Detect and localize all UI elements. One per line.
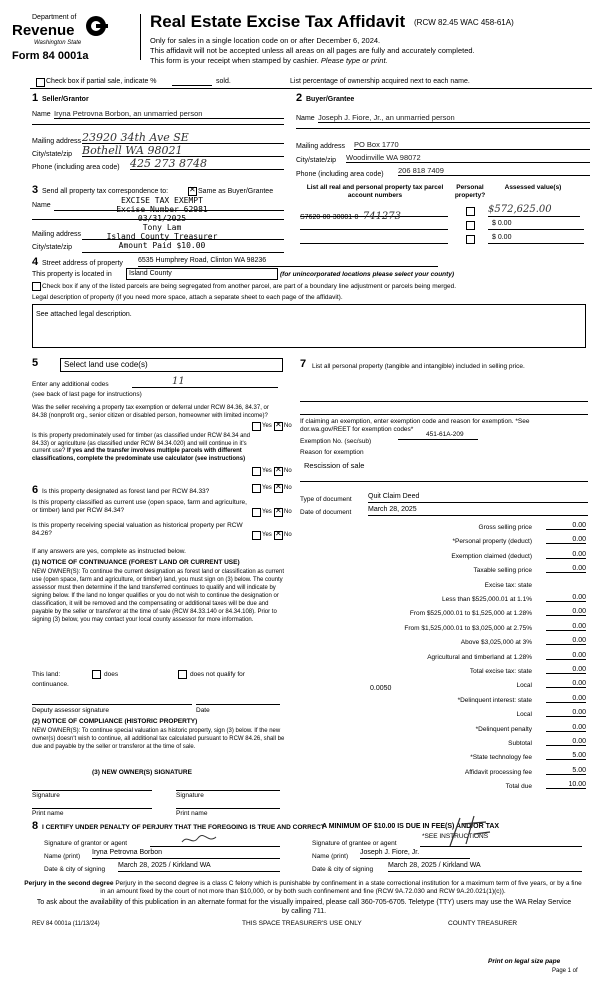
s6-q3-no-checkbox[interactable]: [274, 531, 283, 540]
parcels-col1-header: List all real and personal property tax parcel account numbers: [306, 184, 444, 199]
no-label: No: [284, 532, 292, 538]
buyer-mailing-label: Mailing address: [296, 143, 346, 150]
seller-phone-label: Phone (including area code): [32, 164, 120, 171]
notice2-title: (2) NOTICE OF COMPLIANCE (HISTORIC PROPERTY): [32, 718, 198, 725]
land-does-not-checkbox[interactable]: [178, 670, 187, 679]
seller-city-label: City/state/zip: [32, 151, 73, 158]
calc-value[interactable]: 0.00: [546, 551, 586, 559]
buyer-phone-field[interactable]: 206 818 7409: [398, 166, 590, 176]
grantor-name-label: Name (print): [44, 853, 81, 860]
yes-label: Yes: [262, 423, 272, 429]
county-select[interactable]: Island County: [126, 268, 278, 280]
s6-q1-yes-checkbox[interactable]: [252, 484, 261, 493]
parcel-row3-personal-checkbox[interactable]: [466, 235, 475, 244]
grantor-signature[interactable]: [150, 836, 280, 847]
calc-label: Taxable selling price: [473, 567, 532, 575]
calc-label: Gross selling price: [478, 524, 532, 531]
calc-value[interactable]: 5.00: [546, 767, 586, 775]
buyer-name-label: Name: [296, 115, 315, 122]
buyer-name-field[interactable]: Joseph J. Fiore, Jr., an unmarried person: [318, 113, 590, 123]
grantor-date-label: Date & city of signing: [44, 866, 106, 873]
section3-text: Send all property tax correspondence to:: [42, 188, 169, 195]
q-timber-yes-checkbox[interactable]: [252, 467, 261, 476]
exemption-text: If claiming an exemption, enter exemption code and reason for exemption. *See dor.wa.gov/REET for exemption codes*: [300, 418, 530, 433]
calc-label: Agricultural and timberland at 1.28%: [427, 653, 532, 661]
signature-label: Signature: [32, 792, 60, 799]
section6-number: 6: [32, 484, 39, 496]
doc-type-field[interactable]: Quit Claim Deed: [368, 493, 588, 503]
calc-value[interactable]: 0.00: [546, 724, 586, 732]
calc-label: From $1,525,000.01 to $3,025,000 at 2.75%: [404, 624, 532, 632]
calc-value[interactable]: 0.00: [546, 652, 586, 660]
see-instructions: *SEE INSTRUCTIONS: [422, 833, 489, 840]
calc-label: Above $3,025,000 at 3%: [460, 639, 532, 647]
calc-value[interactable]: 0.00: [546, 536, 586, 544]
calc-value[interactable]: 0.00: [546, 680, 586, 688]
logo-mark-icon: [86, 16, 106, 36]
section7-number: 7: [300, 358, 307, 370]
perjury-note: Perjury in the second degree Perjury in the second degree is a class C felony which is punishable by confinement in a state correctional institution for a maximum term of five years, or by a fine in an amount fixed by the court of not more than $10,000, or by both such confinement and fine (RCW 9A.72.030 and RCW 9A.20.021(1)(c)).: [24, 880, 582, 895]
parcel-row1-personal-checkbox[interactable]: [466, 207, 475, 216]
s6-q1-text: Is this property designated as forest land per RCW 84.33?: [42, 488, 210, 495]
see-back-note: (see back of last page for instructions): [32, 391, 142, 398]
exemption-no-field[interactable]: 451-61A-209: [398, 431, 478, 440]
print-legal-note: Print on legal size pape: [488, 958, 561, 965]
section1-heading: Seller/Grantor: [42, 96, 89, 103]
section8-number: 8: [32, 820, 39, 832]
buyer-mailing-field[interactable]: PO Box 1770: [354, 140, 590, 150]
page-number: Page 1 of: [552, 968, 578, 974]
header-sub3b: Please type or print.: [320, 56, 388, 65]
parcels-col2-header: Personal property?: [454, 184, 486, 199]
partial-right-note: List percentage of ownership acquired next to each name.: [290, 78, 470, 85]
q-exemption-yes-checkbox[interactable]: [252, 422, 261, 431]
yes-label: Yes: [262, 485, 272, 491]
logo-dept-line2: Revenue: [12, 22, 75, 39]
form-title: Real Estate Excise Tax Affidavit: [150, 12, 406, 31]
rule: [296, 128, 590, 129]
parcel-row2-personal-checkbox[interactable]: [466, 221, 475, 230]
same-as-buyer-label: Same as Buyer/Grantee: [198, 188, 274, 195]
street-label: Street address of property: [42, 260, 123, 267]
exemption-no-label: Exemption No. (sec/sub): [300, 438, 372, 445]
header-sub1: Only for sales in a single location code on or after December 6, 2024.: [150, 36, 381, 45]
calc-label: *State technology fee: [470, 754, 532, 762]
owner-signature-1[interactable]: [32, 781, 152, 791]
q-timber-no-checkbox[interactable]: [274, 467, 283, 476]
grantee-date-field[interactable]: March 28, 2025 / Kirkland WA: [388, 862, 582, 872]
section8-heading: I CERTIFY UNDER PENALTY OF PERJURY THAT THE FOREGOING IS TRUE AND CORRECT: [42, 824, 325, 831]
calc-value[interactable]: 0.00: [546, 594, 586, 602]
logo-dept-line3: Washington State: [34, 40, 82, 46]
parcel-row3-value[interactable]: $ 0.00: [488, 234, 584, 244]
q-exemption-no-checkbox[interactable]: [274, 422, 283, 431]
treasurer-space: THIS SPACE TREASURER'S USE ONLY: [242, 920, 362, 927]
land-does-checkbox[interactable]: [92, 670, 101, 679]
grantee-date-label: Date & city of signing: [312, 866, 374, 873]
s3-mailing-label: Mailing address: [32, 231, 82, 238]
calc-label: Exemption claimed (deduct): [451, 552, 532, 560]
reason-line: [300, 472, 588, 482]
section4-number: 4: [32, 256, 39, 268]
partial-percent-field[interactable]: [172, 76, 212, 86]
yes-label: Yes: [262, 468, 272, 474]
s3-city-label: City/state/zip: [32, 244, 73, 251]
stamp-line5: Island County Treasurer: [106, 232, 218, 241]
partial-sold-label: sold.: [216, 78, 231, 85]
grantee-name-field[interactable]: Joseph J. Fiore, Jr.: [360, 849, 470, 859]
s6-if-yes: If any answers are yes, complete as instructed below.: [32, 548, 186, 555]
continuance-label: continuance.: [32, 681, 69, 688]
land-use-select[interactable]: Select land use code(s): [60, 358, 283, 372]
partial-sale-label: Check box if partial sale, indicate %: [46, 78, 157, 85]
form-number: Form 84 0001a: [12, 50, 89, 62]
calc-label: Total excise tax: state: [469, 668, 532, 675]
signature-label: Signature: [176, 792, 204, 799]
header-divider: [140, 14, 141, 60]
this-land-label: This land:: [32, 671, 61, 678]
grantee-name-label: Name (print): [312, 853, 349, 860]
no-label: No: [284, 509, 292, 515]
grantor-signature-scribble: [180, 834, 220, 846]
calc-label: Excise tax: state: [484, 581, 532, 589]
alternate-format-note: To ask about the availability of this publication in an alternate format for the visually impaired, please call 360-705-6705. Teletype (TTY) users may use the WA Relay Service by calling 711.: [36, 899, 572, 915]
calc-value[interactable]: 0.00: [546, 695, 586, 703]
land-does-not-label: does not qualify for: [190, 671, 245, 678]
land-does-label: does: [104, 671, 119, 678]
calc-label: Local: [516, 711, 532, 719]
reason-label: Reason for exemption: [300, 449, 364, 456]
calc-label: *Delinquent interest: state: [457, 696, 532, 704]
no-label: No: [284, 485, 292, 491]
s6-q2-text: Is this property classified as current use (open space, farm and agriculture, or timber) land per RCW 84.34?: [32, 499, 247, 514]
yes-label: Yes: [262, 509, 272, 515]
buyer-city-field[interactable]: Woodinville WA 98072: [346, 153, 590, 163]
seller-phone-field[interactable]: 425 273 8748: [130, 157, 284, 170]
buyer-city-label: City/state/zip: [296, 157, 337, 164]
rule: [32, 124, 284, 125]
partial-sale-checkbox[interactable]: [36, 78, 45, 87]
doc-type-label: Type of document: [300, 496, 352, 503]
calc-value[interactable]: 0.00: [546, 623, 586, 631]
q-timber-b: If yes and the transfer involves multiple parcels with different classifications, complete the predominate use calculator (see instructions): [32, 448, 246, 462]
calc-label: Local: [516, 682, 532, 690]
owner-print-1[interactable]: [32, 799, 152, 809]
deputy-label: Deputy assessor signature: [32, 707, 109, 714]
street-field[interactable]: 6535 Humphrey Road, Clinton WA 98236: [138, 257, 438, 267]
s6-q2-yes-checkbox[interactable]: [252, 508, 261, 517]
county-treasurer: COUNTY TREASURER: [448, 920, 518, 927]
seller-city-field[interactable]: Bothell WA 98021: [82, 144, 284, 157]
seller-name-label: Name: [32, 111, 51, 118]
calc-value[interactable]: 0.00: [546, 565, 586, 573]
parcel-row2-field[interactable]: [300, 220, 448, 230]
legal-description-field[interactable]: See attached legal description.: [32, 304, 586, 348]
calc-label: Subtotal: [508, 740, 532, 747]
calc-label: Affidavit processing fee: [464, 768, 532, 776]
segregated-label: Check box if any of the listed parcels are being segregated from another parcel, are part of a boundary line adjustment or parcels being merged.: [42, 283, 457, 290]
calc-value[interactable]: 0.00: [546, 738, 586, 746]
doc-date-label: Date of document: [300, 509, 352, 516]
grantee-signature[interactable]: [420, 836, 582, 847]
stamp-line2: Excise Number 62981: [116, 205, 208, 214]
additional-codes-label: Enter any additional codes: [32, 381, 109, 388]
header-sub3: This form is your receipt when stamped by cashier.: [150, 56, 319, 65]
reason-value[interactable]: Rescission of sale: [304, 461, 365, 470]
rule: [30, 88, 592, 89]
deputy-date-field[interactable]: [196, 695, 280, 705]
personal-property-line1[interactable]: [300, 392, 588, 402]
sig-grantor-label: Signature of grantor or agent: [44, 840, 128, 847]
s6-q1-no-checkbox[interactable]: [274, 484, 283, 493]
segregated-checkbox[interactable]: [32, 282, 41, 291]
owner-print-2[interactable]: [176, 799, 280, 809]
calc-label: Total due: [505, 783, 532, 791]
form-rcw: (RCW 82.45 WAC 458-61A): [414, 18, 514, 27]
print-name-label: Print name: [176, 810, 208, 817]
owner-signature-2[interactable]: [176, 781, 280, 791]
section2-heading: Buyer/Grantee: [306, 96, 355, 103]
s6-q3-yes-checkbox[interactable]: [252, 531, 261, 540]
section1-number: 1: [32, 92, 39, 104]
stamp-line6: Amount Paid $10.00: [118, 241, 206, 250]
calc-value[interactable]: 0.00: [546, 666, 586, 674]
notice2-body: NEW OWNER(S): To continue special valuation as historic property, sign (3) below. If the new owner(s) doesn't wish to continue, all additional tax calculated pursuant to RCW 84.26, shall be due and payable by the seller or transferor at the time of sale.: [32, 728, 285, 750]
parcel-row1-handwritten: 741273: [362, 211, 402, 222]
s7-text: List all personal property (tangible and intangible) included in selling price.: [312, 363, 525, 370]
section3-number: 3: [32, 184, 39, 196]
q-exemption-text: Was the seller receiving a property tax exemption or deferral under RCW 84.36, 84.37, or 84.38 (nonprofit org., senior citizen or disabled person, homeowner with limited income)?: [32, 405, 269, 419]
seller-mailing-field[interactable]: 23920 34th Ave SE: [82, 131, 284, 144]
same-as-buyer-checkbox[interactable]: [188, 187, 197, 196]
stamp-line1: EXCISE TAX EXEMPT: [121, 196, 203, 205]
notice1-body: NEW OWNER(S): To continue the current designation as forest land or classification as current use (open space, farm and agriculture, or timber) land, you must sign on (3) below. The county assessor must then determine if the land transferred continues to qualify and will indicate by signing below. If the land no longer qualifies or you do not wish to continue the designation or classification, it will be removed and the compensating or additional taxes will be due and payable by the seller or transferor at the time of sale (RCW 84.33.140 or 84.34.108). Prior to signing (3) below, you may contact your local county assessor for more information.: [32, 569, 284, 623]
seller-name-field[interactable]: Iryna Petrovna Borbon, an unmarried person: [54, 109, 284, 119]
located-label: This property is located in: [32, 271, 112, 278]
grantee-signature-scribble: [444, 814, 494, 848]
yes-label: Yes: [262, 532, 272, 538]
parcel-row1-value[interactable]: $572,625.00: [488, 204, 580, 217]
header-sub2: This affidavit will not be accepted unless all areas on all pages are fully and accurately completed.: [150, 46, 475, 55]
grantor-date-field[interactable]: March 28, 2025 / Kirkland WA: [118, 862, 280, 872]
rev-number: REV 84 0001a (11/13/24): [32, 921, 100, 927]
buyer-phone-label: Phone (including area code): [296, 171, 384, 178]
calc-value[interactable]: 0.00: [546, 522, 586, 530]
minimum-note: A MINIMUM OF $10.00 IS DUE IN FEE(S) AND/OR TAX: [322, 823, 500, 830]
calc-label: From $525,000.01 to $1,525,000 at 1.28%: [409, 610, 532, 618]
calc-value[interactable]: 0.00: [546, 608, 586, 616]
stamp-line4: Tony Lam: [142, 223, 182, 232]
s6-q3-text: Is this property receiving special valuation as historical property per RCW 84.26?: [32, 522, 243, 537]
legal-label: Legal description of property (if you need more space, attach a separate sheet to each page of the affidavit).: [32, 294, 343, 301]
calc-label: Less than $525,000.01 at 1.1%: [442, 596, 532, 603]
parcel-row1-number: S7620-00-30001-0: [300, 214, 359, 221]
s3-name-label: Name: [32, 202, 51, 209]
s6-q2-no-checkbox[interactable]: [274, 508, 283, 517]
calc-value[interactable]: 0.00: [546, 709, 586, 717]
local-rate: 0.0050: [370, 685, 392, 692]
notice3-title: (3) NEW OWNER(S) SIGNATURE: [92, 769, 192, 776]
parcel-row3-field[interactable]: [300, 234, 448, 244]
personal-property-line2[interactable]: [300, 405, 588, 415]
notice1-title: (1) NOTICE OF CONTINUANCE (FOREST LAND OR CURRENT USE): [32, 559, 240, 566]
calc-value[interactable]: 5.00: [546, 752, 586, 760]
doc-date-field[interactable]: March 28, 2025: [368, 506, 588, 516]
seller-mailing-label: Mailing address: [32, 138, 82, 145]
deputy-signature-field[interactable]: [32, 695, 192, 705]
perjury-text: Perjury in the second degree is a class C felony which is punishable by confinement in a state correctional institution for a maximum term of five years, or by a fine in an amount fixed by the court of not more than $10,000, or by both such confinement and fine (RCW 9A.72.030 and RCW 9A.20.021(1)(c)).: [100, 880, 582, 895]
section2-number: 2: [296, 92, 303, 104]
q-timber-text: [32, 433, 252, 463]
sig-grantee-label: Signature of grantee or agent: [312, 840, 397, 847]
deputy-date-label: Date: [196, 707, 210, 714]
logo-dept-line1: Department of: [32, 14, 77, 21]
q-timber-a: Is this property predominately used for timber (as classified under RCW 84.34 and 84.33) or agriculture (as classified under RCW 84.34.020) and will continue in it's current use?: [32, 433, 251, 454]
calc-label: *Delinquent penalty: [475, 725, 532, 733]
calc-value[interactable]: 0.00: [546, 637, 586, 645]
treasurer-stamp: [92, 196, 232, 250]
additional-codes-field[interactable]: 11: [132, 376, 278, 388]
calc-value[interactable]: 10.00: [546, 781, 586, 789]
stamp-line3: 03/31/2025: [137, 214, 187, 223]
grantor-name-field[interactable]: Iryna Petrovna Borbon: [92, 849, 280, 859]
county-note: (for unincorporated locations please select your county): [280, 271, 455, 278]
section5-number: 5: [32, 357, 39, 369]
parcel-row1-field[interactable]: [300, 206, 448, 222]
parcel-row2-value[interactable]: $ 0.00: [488, 220, 584, 230]
calc-label: *Personal property (deduct): [452, 538, 532, 546]
print-name-label: Print name: [32, 810, 64, 817]
no-label: No: [284, 468, 292, 474]
parcels-col3-header: Assessed value(s): [504, 184, 562, 191]
no-label: No: [284, 423, 292, 429]
